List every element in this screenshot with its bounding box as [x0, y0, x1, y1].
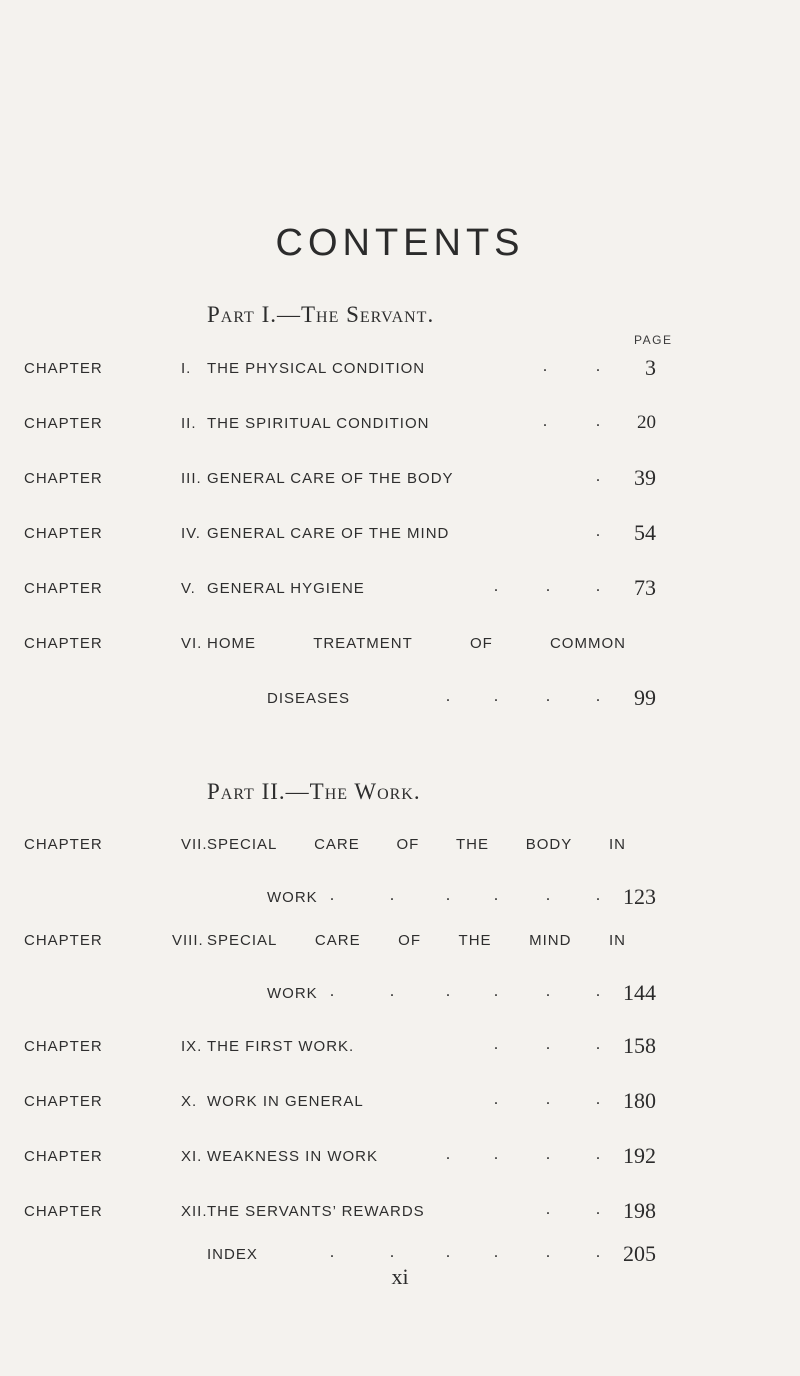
page-number: 180 — [623, 1088, 656, 1113]
chapter-number: XI. — [181, 1148, 203, 1165]
chapter-title-continued: WORK — [267, 889, 318, 906]
leader-dots: . — [596, 1036, 600, 1053]
part-heading-1: Part I.—The Servant. — [207, 302, 435, 327]
index-title: INDEX — [207, 1246, 258, 1263]
chapter-label: CHAPTER — [24, 635, 103, 652]
leader-dots: . — [446, 688, 450, 705]
chapter-title: THE SPIRITUAL CONDITION — [207, 415, 430, 432]
leader-dots: . — [596, 1244, 600, 1261]
page-number: 73 — [634, 575, 656, 600]
leader-dots: . — [546, 1244, 550, 1261]
leader-dots: . — [390, 1244, 394, 1261]
leader-dots: . — [546, 688, 550, 705]
leader-dots: . — [546, 1146, 550, 1163]
leader-dots: . — [494, 1244, 498, 1261]
leader-dots: . — [494, 1091, 498, 1108]
leader-dots: . — [596, 468, 600, 485]
chapter-number: II. — [181, 415, 197, 432]
page-column-label: PAGE — [634, 333, 673, 347]
chapter-number: III. — [181, 470, 202, 487]
leader-dots: . — [546, 1036, 550, 1053]
chapter-title: HOME TREATMENT OF COMMON — [207, 635, 626, 652]
leader-dots: . — [596, 688, 600, 705]
chapter-number: IX. — [181, 1038, 203, 1055]
chapter-title-continued: DISEASES — [267, 690, 351, 707]
chapter-number: VII. — [181, 836, 208, 853]
leader-dots: . — [494, 983, 498, 1000]
chapter-number: IV. — [181, 525, 201, 542]
page-number: 205 — [623, 1241, 656, 1266]
leader-dots: . — [546, 1201, 550, 1218]
chapter-label: CHAPTER — [24, 525, 103, 542]
chapter-label: CHAPTER — [24, 415, 103, 432]
chapter-number: VIII. — [172, 932, 204, 949]
page-number: 198 — [623, 1198, 656, 1223]
folio-number: xi — [391, 1264, 409, 1289]
page-title: CONTENTS — [275, 222, 525, 264]
leader-dots: . — [596, 578, 600, 595]
chapter-label: CHAPTER — [24, 1093, 103, 1110]
leader-dots: . — [596, 1201, 600, 1218]
leader-dots: . — [543, 358, 547, 375]
leader-dots: . — [494, 1036, 498, 1053]
leader-dots: . — [494, 688, 498, 705]
leader-dots: . — [446, 983, 450, 1000]
leader-dots: . — [546, 983, 550, 1000]
page-number: 144 — [623, 980, 656, 1005]
chapter-number: X. — [181, 1093, 198, 1110]
chapter-title: THE SERVANTS’ REWARDS — [207, 1203, 425, 1220]
chapter-title: WEAKNESS IN WORK — [207, 1148, 379, 1165]
leader-dots: . — [596, 523, 600, 540]
leader-dots: . — [596, 983, 600, 1000]
leader-dots: . — [446, 887, 450, 904]
page-number: 20 — [637, 412, 656, 433]
leader-dots: . — [494, 887, 498, 904]
leader-dots: . — [546, 1091, 550, 1108]
leader-dots: . — [446, 1146, 450, 1163]
chapter-title: GENERAL HYGIENE — [207, 580, 365, 597]
chapter-number: VI. — [181, 635, 203, 652]
leader-dots: . — [596, 1091, 600, 1108]
leader-dots: . — [596, 358, 600, 375]
part-heading-2: Part II.—The Work. — [207, 779, 421, 804]
chapter-number: XII. — [181, 1203, 208, 1220]
chapter-title: SPECIAL CARE OF THE MIND IN — [207, 932, 626, 949]
page-number: 158 — [623, 1033, 656, 1058]
leader-dots: . — [330, 983, 334, 1000]
page-number: 39 — [634, 465, 656, 490]
page-number: 99 — [634, 685, 656, 710]
page-number: 123 — [623, 884, 656, 909]
chapter-title: GENERAL CARE OF THE BODY — [207, 470, 454, 487]
chapter-title: THE PHYSICAL CONDITION — [207, 360, 426, 377]
leader-dots: . — [546, 578, 550, 595]
chapter-label: CHAPTER — [24, 1148, 103, 1165]
chapter-label: CHAPTER — [24, 1038, 103, 1055]
page-number: 192 — [623, 1143, 656, 1168]
chapter-title: WORK IN GENERAL — [207, 1093, 364, 1110]
leader-dots: . — [596, 887, 600, 904]
chapter-number: V. — [181, 580, 196, 597]
chapter-label: CHAPTER — [24, 470, 103, 487]
leader-dots: . — [330, 887, 334, 904]
chapter-label: CHAPTER — [24, 932, 103, 949]
leader-dots: . — [390, 983, 394, 1000]
leader-dots: . — [596, 413, 600, 430]
page-number: 3 — [645, 355, 656, 380]
chapter-title: GENERAL CARE OF THE MIND — [207, 525, 450, 542]
leader-dots: . — [596, 1146, 600, 1163]
leader-dots: . — [494, 1146, 498, 1163]
chapter-title: THE FIRST WORK. — [207, 1038, 355, 1055]
leader-dots: . — [494, 578, 498, 595]
chapter-label: CHAPTER — [24, 580, 103, 597]
leader-dots: . — [546, 887, 550, 904]
chapter-title: SPECIAL CARE OF THE BODY IN — [207, 836, 626, 853]
leader-dots: . — [330, 1244, 334, 1261]
leader-dots: . — [543, 413, 547, 430]
page-number: 54 — [634, 520, 656, 545]
leader-dots: . — [446, 1244, 450, 1261]
chapter-label: CHAPTER — [24, 360, 103, 377]
chapter-label: CHAPTER — [24, 1203, 103, 1220]
chapter-title-continued: WORK — [267, 985, 318, 1002]
chapter-label: CHAPTER — [24, 836, 103, 853]
leader-dots: . — [390, 887, 394, 904]
chapter-number: I. — [181, 360, 192, 377]
